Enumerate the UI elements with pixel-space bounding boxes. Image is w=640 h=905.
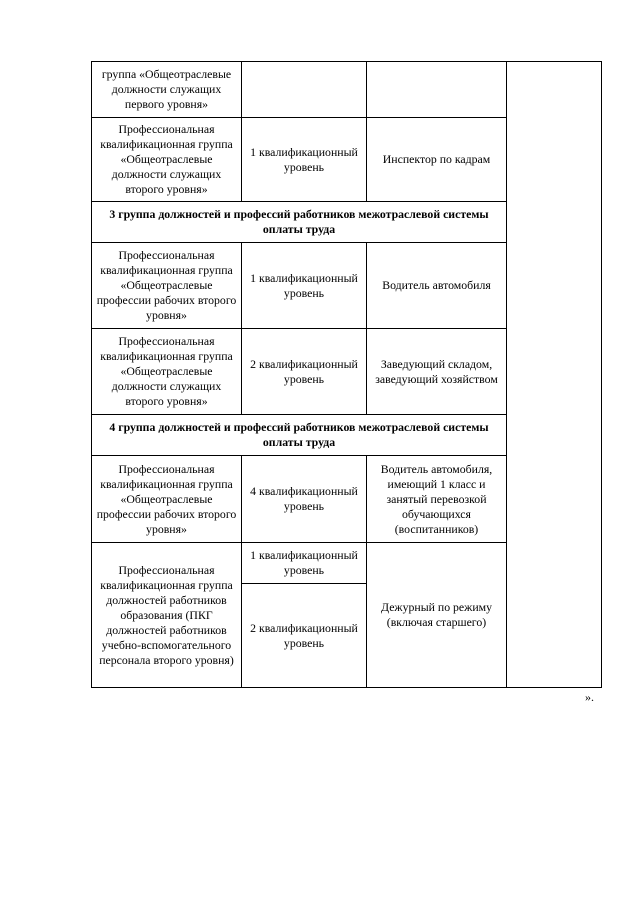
qualification-table (91, 61, 602, 688)
group-cell: Профессиональная квалификационная группа «Общеотраслевые должности служащих второго уровня» (92, 118, 242, 202)
level-cell: 1 квалификационный уровень (242, 243, 367, 329)
level-cell: 1 квалификационный уровень (242, 118, 367, 202)
group-cell: Профессиональная квалификационная группа «Общеотраслевые должности служащих второго уровня» (92, 329, 242, 415)
group-cell: Профессиональная квалификационная группа «Общеотраслевые профессии рабочих второго уровня» (92, 456, 242, 543)
level-cell: 4 квалификационный уровень (242, 456, 367, 543)
position-cell (367, 62, 507, 118)
position-cell: Водитель автомобиля (367, 243, 507, 329)
position-cell: Водитель автомобиля, имеющий 1 класс и занятый перевозкой обучающихся (воспитанников) (367, 456, 507, 543)
level-cell: 2 квалификационный уровень (242, 584, 367, 688)
position-cell: Заведующий складом, заведующий хозяйством (367, 329, 507, 415)
group-cell: группа «Общеотраслевые должности служащих первого уровня» (92, 62, 242, 118)
section-header: 3 группа должностей и профессий работников межотраслевой системы оплаты труда (92, 202, 507, 243)
table-row (92, 62, 602, 118)
level-cell (242, 62, 367, 118)
section-header: 4 группа должностей и профессий работников межотраслевой системы оплаты труда (92, 415, 507, 456)
position-cell: Дежурный по режиму (включая старшего) (367, 543, 507, 688)
extra-column-cell (507, 62, 602, 688)
level-cell: 1 квалификационный уровень (242, 543, 367, 584)
position-cell: Инспектор по кадрам (367, 118, 507, 202)
group-cell: Профессиональная квалификационная группа «Общеотраслевые профессии рабочих второго уровня» (92, 243, 242, 329)
group-cell: Профессиональная квалификационная группа должностей работников образования (ПКГ должностей работников учебно-вспомогательного персонала второго уровня) (92, 543, 242, 688)
closing-quote-mark: ». (585, 690, 594, 704)
level-cell: 2 квалификационный уровень (242, 329, 367, 415)
